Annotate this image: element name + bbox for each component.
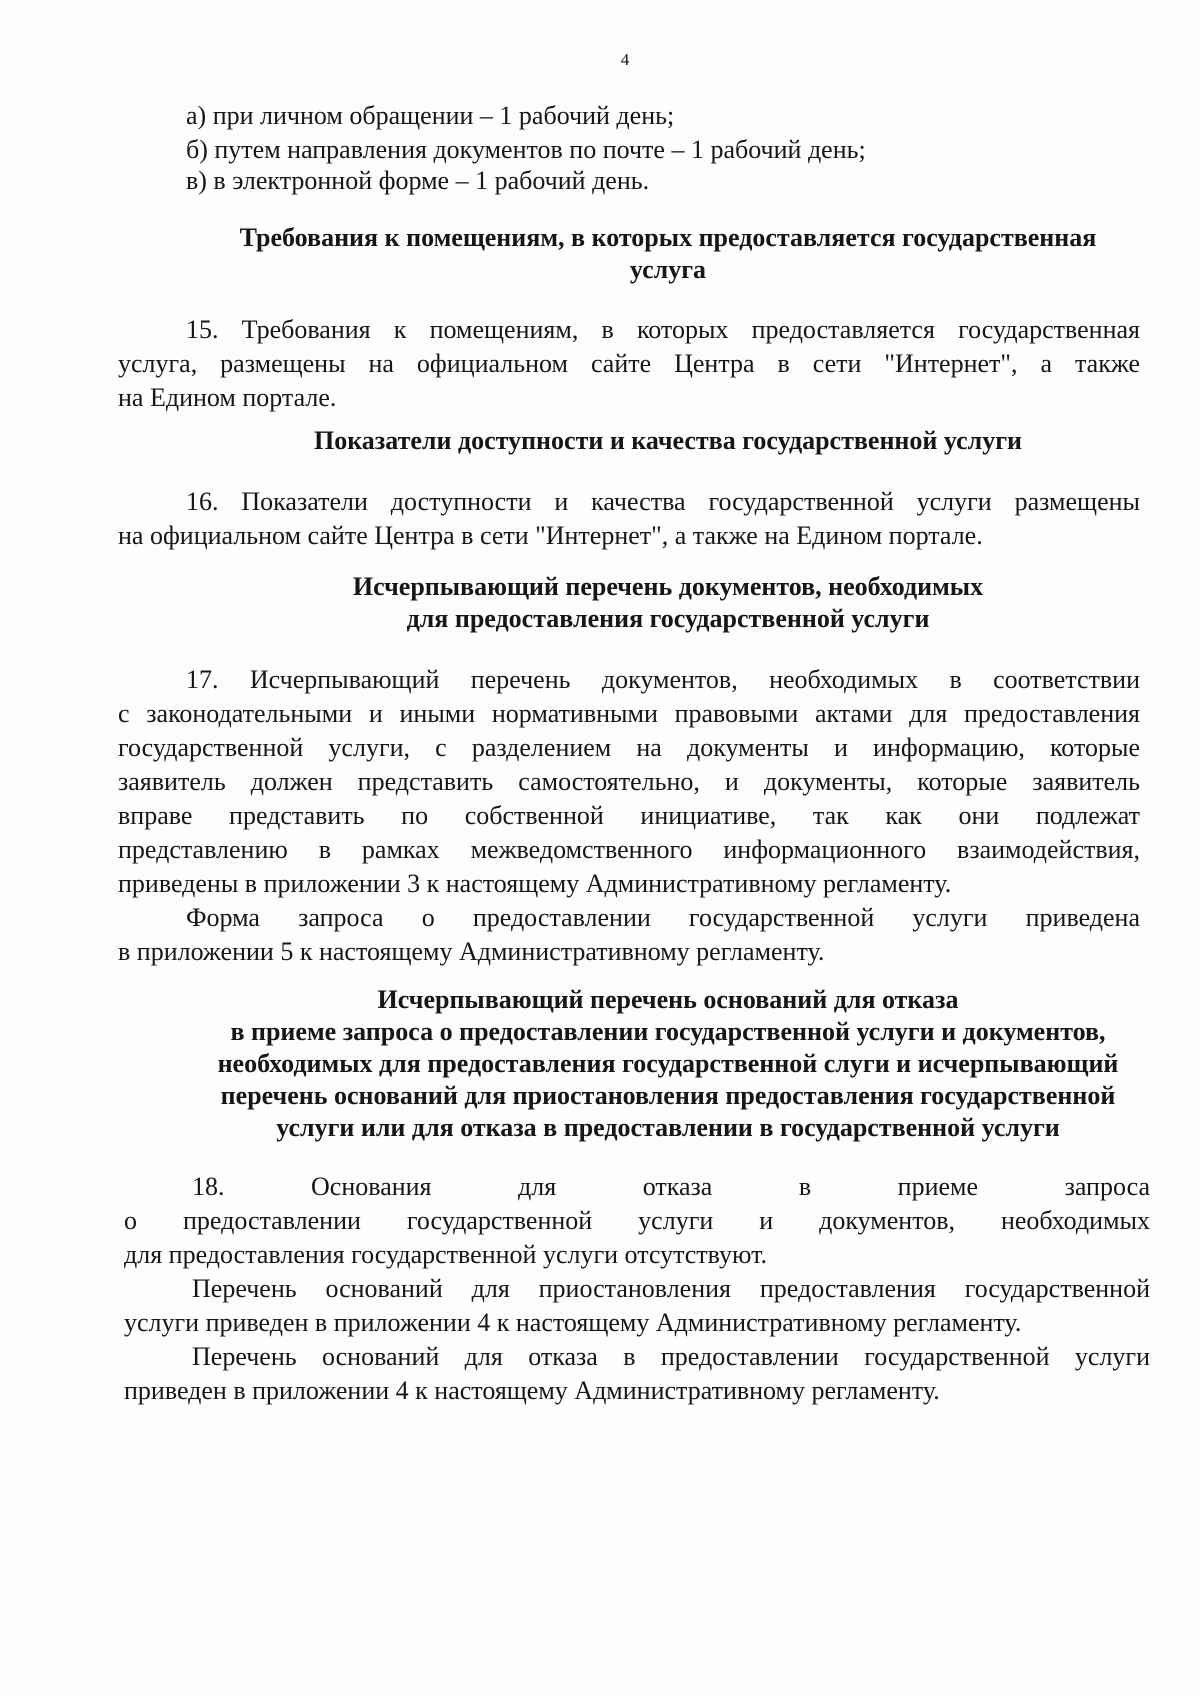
paragraph-line: 17. Исчерпывающий перечень документов, необходимых в соответствии [186,665,1140,694]
section-heading-documents [118,571,1200,635]
paragraph-line: услуги приведен в приложении 4 к настоящему Административному регламенту. [124,1308,1022,1337]
paragraph-16 [118,485,1140,553]
paragraph-line: Перечень оснований для приостановления предоставления государственной [192,1274,1150,1303]
paragraph-line: о предоставлении государственной услуги и документов, необходимых [124,1206,1150,1235]
heading-line: Исчерпывающий перечень оснований для отказа [377,985,959,1014]
paragraph-line: заявитель должен представить самостоятельно, и документы, которые заявитель [118,767,1140,796]
paragraph-17 [118,663,1140,969]
paragraph-15 [118,313,1140,415]
paragraph-line: приведены в приложении 3 к настоящему Административному регламенту. [118,869,952,898]
list-item: а) при личном обращении – 1 рабочий день; [186,101,675,130]
list-item: в) в электронной форме – 1 рабочий день. [186,166,650,195]
paragraph-18 [124,1170,1150,1408]
heading-line: услуга [629,255,707,284]
paragraph-line: услуга, размещены на официальном сайте Центра в сети "Интернет", а также [118,349,1140,378]
paragraph-line: государственной услуги, с разделением на документы и информацию, которые [118,733,1140,762]
heading-line: Требования к помещениям, в которых предоставляется государственная [239,223,1097,252]
paragraph-line: для предоставления государственной услуги отсутствуют. [124,1240,768,1269]
paragraph-line: Форма запроса о предоставлении государственной услуги приведена [186,903,1140,932]
heading-line: для предоставления государственной услуги [406,604,930,633]
heading-line: в приеме запроса о предоставлении государственной услуги и документов, [230,1017,1106,1046]
paragraph-line: 18. Основания для отказа в приеме запроса [192,1172,1150,1201]
paragraph-line: представлению в рамках межведомственного информационного взаимодействия, [118,835,1140,864]
section-heading-refusal [118,984,1200,1144]
paragraph-line: 16. Показатели доступности и качества государственной услуги размещены [186,487,1140,516]
paragraph-line: приведен в приложении 4 к настоящему Административному регламенту. [124,1376,940,1405]
paragraph-line: Перечень оснований для отказа в предоставлении государственной услуги [192,1342,1150,1371]
list-item: б) путем направления документов по почте – 1 рабочий день; [186,135,866,164]
paragraph-line: 15. Требования к помещениям, в которых предоставляется государственная [186,315,1140,344]
paragraph-line: вправе представить по собственной инициативе, так как они подлежат [118,801,1140,830]
paragraph-line: с законодательными и иными нормативными правовыми актами для предоставления [118,699,1140,728]
section-heading-premises [118,222,1200,286]
heading-line: необходимых для предоставления государственной слуги и исчерпывающий [217,1049,1119,1078]
heading-line: услуги или для отказа в предоставлении в государственной услуги [276,1113,1060,1142]
page-number: 4 [620,50,630,69]
heading-line: перечень оснований для приостановления предоставления государственной [220,1081,1116,1110]
paragraph-line: в приложении 5 к настоящему Административному регламенту. [118,937,825,966]
paragraph-line: на Едином портале. [118,383,337,412]
section-heading-indicators [118,425,1200,457]
paragraph-line: на официальном сайте Центра в сети "Интернет", а также на Едином портале. [118,521,983,550]
heading-line: Исчерпывающий перечень документов, необходимых [352,572,984,601]
heading-line: Показатели доступности и качества государственной услуги [313,426,1023,455]
